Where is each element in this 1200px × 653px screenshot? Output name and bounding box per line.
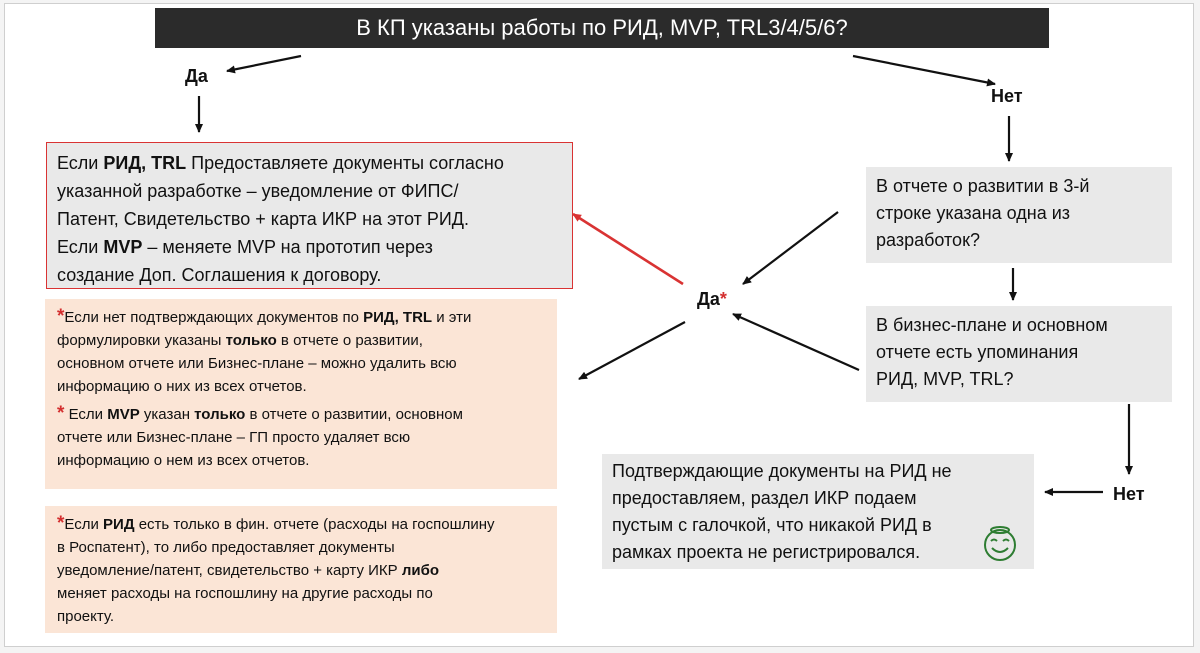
label-no-bottom: Нет — [1113, 484, 1145, 504]
arrow-title-to-yes — [227, 56, 301, 71]
footnote-box-fin-report: *Если РИД есть только в фин. отчете (расходы на госпошлину в Роспатент), то либо предоставляет документы уведомление/патент, свидетельство + карту ИКР либо меняет расходы на госпошлину на другие расходы по проекту. — [45, 506, 557, 633]
arrow-yes-to-main-red — [573, 214, 683, 284]
rid-documents-box: Если РИД, TRL Предоставляете документы согласно указанной разработке – уведомление от ФИПС/ Патент, Свидетельство + карта ИКР на этот РИД. Если MVP – меняете MVP на прототип через создание Доп. Соглашения к договору. — [46, 142, 573, 289]
question-title: В КП указаны работы по РИД, MVP, TRL3/4/5/6? — [155, 8, 1049, 48]
dev-report-question-box: В отчете о развитии в 3-й строке указана одна из разработок? — [866, 167, 1172, 263]
label-yes-center: Да* — [697, 289, 727, 309]
business-plan-question-box: В бизнес-плане и основном отчете есть упоминания РИД, MVP, TRL? — [866, 306, 1172, 402]
smiley-halo-icon — [980, 522, 1020, 562]
diagram-canvas — [4, 3, 1194, 647]
label-yes-top: Да — [185, 66, 208, 86]
arrow-dev-report-to-yes — [743, 212, 838, 284]
footnote-box-rid-trl-mvp: *Если нет подтверждающих документов по РИД, TRL и эти формулировки указаны только в отчете о развитии, основном отчете или Бизнес-плане – можно удалить всю информацию о них из всех отчетов. * Если MVP указан только в отчете о развитии, основном отчете или Бизнес-плане – ГП просто удаляет всю информацию о нем из всех отчетов. — [45, 299, 557, 489]
label-no-right: Нет — [991, 86, 1023, 106]
arrow-title-to-no — [853, 56, 995, 84]
no-documents-box: Подтверждающие документы на РИД не предоставляем, раздел ИКР подаем пустым с галочкой, что никакой РИД в рамках проекта не регистрировался. — [602, 454, 1034, 569]
footnote-star: * — [719, 289, 727, 309]
arrow-yes-to-notes — [579, 322, 685, 379]
arrow-business-plan-to-yes — [733, 314, 859, 370]
